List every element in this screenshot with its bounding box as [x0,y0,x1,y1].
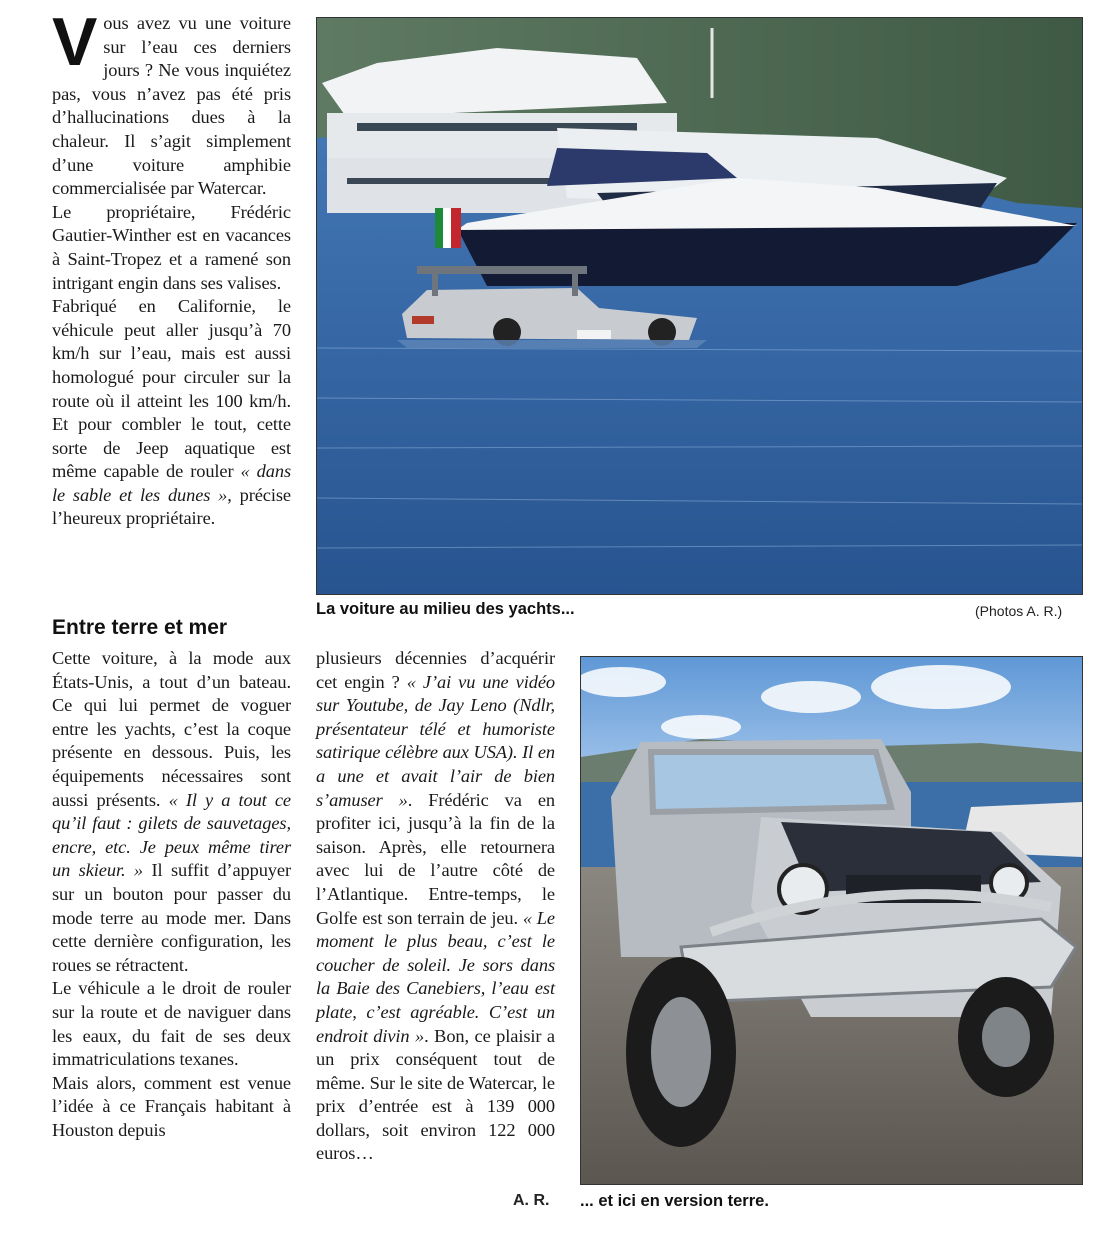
paragraph-specs: Fabriqué en Californie, le véhicule peut aller jusqu’à 70 km/h sur l’eau, mais est aussi homologué pour circuler sur la route où il atteint les 100 km/h. Et pour combler le tout, cette sorte de Jeep aquatique est même capable de rouler « dans le sable et les dunes », précise l’heureux propriétaire. [52,296,292,529]
paragraph-question: Mais alors, comment est venue l’idée à ce Français habitant à Houston depuis [52,1072,291,1140]
paragraph-boat: Cette voiture, à la mode aux États-Unis, a tout d’un bateau. Ce qui lui permet de voguer entre les yachts, c’est la coque présente en dessous. Puis, les équipements nécessaires sont aussi présents. « Il y a tout ce qu’il faut : gilets de sauvetages, encre, etc. Je peux même tirer un skieur. » Il suffit d’appuyer sur un bouton pour passer du mode terre au mode mer. Dans cette dernière configuration, les roues se rétractent. [52,648,291,975]
photo-car-among-yachts [316,17,1083,595]
byline: A. R. [513,1192,550,1209]
photo-credit: (Photos A. R.) [975,603,1063,619]
paragraph-registration: Le véhicule a le droit de rouler sur la route et de naviguer dans les eaux, du fait de ses deux immatriculations texanes. [52,978,291,1070]
yachts-scene-illustration [317,18,1082,594]
drop-cap: V [52,4,98,80]
article-column-lower-right [316,647,555,1166]
paragraph-intro: Vous avez vu une voiture sur l’eau ces derniers jours ? Ne vous inquiétez pas, vous n’avez pas été pris d’hallucinations dues à la chaleur. Il s’agit simplement d’une voiture amphibie commercialisée par Watercar. [52,4,291,199]
caption-bottom-photo: ... et ici en version terre. [580,1192,769,1210]
article-column-intro [52,4,292,531]
land-scene-illustration [581,657,1082,1184]
paragraph-origin: plusieurs décennies d’acquérir cet engin ? « J’ai vu une vidéo sur Youtube, de Jay Leno (Ndlr, présentateur télé et humoriste satirique célèbre aux USA). Il en a une et avait l’air de bien s’amuser ». Frédéric va en profiter ici, jusqu’à la fin de la saison. Après, elle retournera avec lui de l’autre côté de l’Atlantique. Entre-temps, le Golfe est son terrain de jeu. « Le moment le plus beau, c’est le coucher de soleil. Je sors dans la Baie des Canebiers, l’eau est plate, c’est agréable. C’est un endroit divin ». Bon, ce plaisir a un prix conséquent tout de même. Sur le site de Watercar, le prix d’entrée est à 139 000 dollars, soit environ 122 000 euros… [316,648,555,1164]
caption-top-photo: La voiture au milieu des yachts... [316,600,575,618]
paragraph-owner: Le propriétaire, Frédéric Gautier-Winther est en vacances à Saint-Tropez et a ramené son intrigant engin dans ses valises. [52,201,291,293]
photo-car-on-land [580,656,1083,1185]
subheading: Entre terre et mer [52,616,228,639]
article-column-lower-left [52,647,291,1142]
